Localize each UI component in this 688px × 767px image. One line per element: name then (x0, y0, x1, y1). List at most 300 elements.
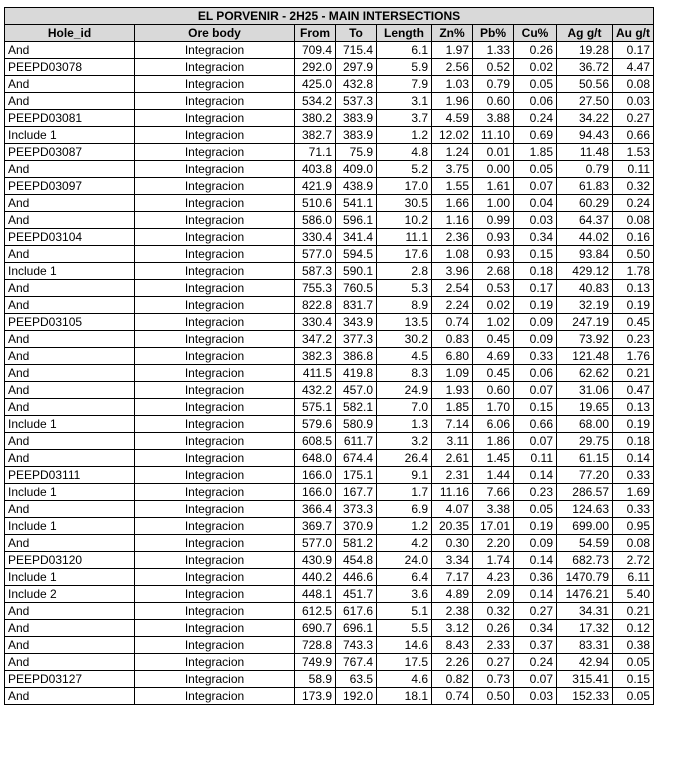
cell-ag: 62.62 (557, 365, 613, 382)
cell-au: 0.23 (613, 331, 654, 348)
cell-cu: 0.66 (514, 416, 557, 433)
cell-from: 608.5 (295, 433, 336, 450)
cell-from: 440.2 (295, 569, 336, 586)
cell-length: 6.9 (377, 501, 432, 518)
cell-from: 71.1 (295, 144, 336, 161)
cell-ore-body: Integracion (135, 688, 295, 705)
cell-au: 0.15 (613, 671, 654, 688)
cell-ore-body: Integracion (135, 42, 295, 59)
table-row (5, 297, 654, 314)
cell-to: 386.8 (336, 348, 377, 365)
cell-to: 175.1 (336, 467, 377, 484)
cell-pb: 1.44 (473, 467, 514, 484)
cell-from: 612.5 (295, 603, 336, 620)
cell-ag: 83.31 (557, 637, 613, 654)
cell-au: 0.18 (613, 433, 654, 450)
cell-length: 1.7 (377, 484, 432, 501)
cell-ag: 93.84 (557, 246, 613, 263)
cell-ag: 429.12 (557, 263, 613, 280)
cell-length: 17.5 (377, 654, 432, 671)
cell-cu: 0.06 (514, 93, 557, 110)
table-row (5, 484, 654, 501)
cell-hole-id: Include 1 (5, 127, 135, 144)
cell-ag: 0.79 (557, 161, 613, 178)
cell-zn: 4.89 (432, 586, 473, 603)
cell-ore-body: Integracion (135, 93, 295, 110)
column-header-ag: Ag g/t (557, 25, 613, 42)
cell-zn: 1.85 (432, 399, 473, 416)
cell-cu: 0.04 (514, 195, 557, 212)
cell-ag: 315.41 (557, 671, 613, 688)
cell-from: 648.0 (295, 450, 336, 467)
cell-to: 580.9 (336, 416, 377, 433)
cell-ore-body: Integracion (135, 263, 295, 280)
cell-au: 0.19 (613, 416, 654, 433)
cell-cu: 0.14 (514, 552, 557, 569)
cell-pb: 0.50 (473, 688, 514, 705)
cell-cu: 0.15 (514, 399, 557, 416)
cell-hole-id: PEEPD03120 (5, 552, 135, 569)
cell-length: 6.1 (377, 42, 432, 59)
cell-ag: 94.43 (557, 127, 613, 144)
cell-from: 292.0 (295, 59, 336, 76)
cell-au: 0.05 (613, 654, 654, 671)
cell-hole-id: And (5, 297, 135, 314)
table-row (5, 229, 654, 246)
cell-pb: 0.53 (473, 280, 514, 297)
cell-hole-id: Include 1 (5, 416, 135, 433)
cell-zn: 1.24 (432, 144, 473, 161)
cell-au: 1.76 (613, 348, 654, 365)
table-row (5, 620, 654, 637)
cell-au: 0.11 (613, 161, 654, 178)
cell-pb: 3.88 (473, 110, 514, 127)
cell-au: 5.40 (613, 586, 654, 603)
cell-length: 4.2 (377, 535, 432, 552)
cell-to: 581.2 (336, 535, 377, 552)
cell-hole-id: PEEPD03081 (5, 110, 135, 127)
cell-ag: 32.19 (557, 297, 613, 314)
cell-zn: 4.59 (432, 110, 473, 127)
cell-ore-body: Integracion (135, 127, 295, 144)
cell-zn: 20.35 (432, 518, 473, 535)
cell-zn: 1.16 (432, 212, 473, 229)
cell-ore-body: Integracion (135, 382, 295, 399)
cell-pb: 2.33 (473, 637, 514, 654)
cell-hole-id: And (5, 501, 135, 518)
cell-to: 192.0 (336, 688, 377, 705)
table-row (5, 127, 654, 144)
cell-length: 24.0 (377, 552, 432, 569)
column-header-ore-body: Ore body (135, 25, 295, 42)
cell-pb: 0.73 (473, 671, 514, 688)
cell-from: 728.8 (295, 637, 336, 654)
cell-ore-body: Integracion (135, 246, 295, 263)
cell-length: 17.0 (377, 178, 432, 195)
cell-length: 11.1 (377, 229, 432, 246)
cell-zn: 2.26 (432, 654, 473, 671)
cell-au: 0.24 (613, 195, 654, 212)
cell-au: 0.08 (613, 76, 654, 93)
table-row (5, 348, 654, 365)
cell-pb: 1.33 (473, 42, 514, 59)
cell-hole-id: Include 2 (5, 586, 135, 603)
cell-ore-body: Integracion (135, 518, 295, 535)
cell-length: 18.1 (377, 688, 432, 705)
cell-ore-body: Integracion (135, 586, 295, 603)
cell-au: 0.16 (613, 229, 654, 246)
cell-cu: 0.06 (514, 365, 557, 382)
cell-zn: 8.43 (432, 637, 473, 654)
cell-au: 2.72 (613, 552, 654, 569)
cell-ore-body: Integracion (135, 297, 295, 314)
cell-ag: 42.94 (557, 654, 613, 671)
cell-to: 438.9 (336, 178, 377, 195)
cell-cu: 0.69 (514, 127, 557, 144)
cell-zn: 4.07 (432, 501, 473, 518)
cell-from: 430.9 (295, 552, 336, 569)
cell-length: 30.5 (377, 195, 432, 212)
cell-cu: 1.85 (514, 144, 557, 161)
cell-ag: 68.00 (557, 416, 613, 433)
cell-au: 1.53 (613, 144, 654, 161)
cell-ag: 11.48 (557, 144, 613, 161)
table-row (5, 263, 654, 280)
cell-from: 577.0 (295, 535, 336, 552)
cell-from: 366.4 (295, 501, 336, 518)
cell-hole-id: And (5, 280, 135, 297)
cell-hole-id: And (5, 246, 135, 263)
cell-length: 1.2 (377, 127, 432, 144)
cell-from: 166.0 (295, 484, 336, 501)
table-row (5, 314, 654, 331)
cell-ore-body: Integracion (135, 671, 295, 688)
cell-from: 382.7 (295, 127, 336, 144)
cell-au: 0.05 (613, 688, 654, 705)
cell-cu: 0.18 (514, 263, 557, 280)
cell-ag: 31.06 (557, 382, 613, 399)
table-row (5, 280, 654, 297)
cell-to: 383.9 (336, 110, 377, 127)
cell-hole-id: And (5, 535, 135, 552)
cell-au: 0.03 (613, 93, 654, 110)
cell-pb: 0.60 (473, 382, 514, 399)
cell-length: 5.1 (377, 603, 432, 620)
cell-ore-body: Integracion (135, 399, 295, 416)
cell-pb: 2.09 (473, 586, 514, 603)
cell-ag: 152.33 (557, 688, 613, 705)
cell-au: 6.11 (613, 569, 654, 586)
column-header-au: Au g/t (613, 25, 654, 42)
cell-pb: 0.99 (473, 212, 514, 229)
column-header-cu: Cu% (514, 25, 557, 42)
cell-hole-id: PEEPD03097 (5, 178, 135, 195)
cell-from: 749.9 (295, 654, 336, 671)
table-row (5, 535, 654, 552)
cell-ag: 247.19 (557, 314, 613, 331)
cell-ag: 34.31 (557, 603, 613, 620)
cell-pb: 0.02 (473, 297, 514, 314)
cell-hole-id: Include 1 (5, 484, 135, 501)
cell-cu: 0.14 (514, 467, 557, 484)
cell-pb: 0.00 (473, 161, 514, 178)
cell-to: 432.8 (336, 76, 377, 93)
cell-au: 1.69 (613, 484, 654, 501)
cell-hole-id: And (5, 450, 135, 467)
cell-zn: 3.75 (432, 161, 473, 178)
cell-pb: 0.45 (473, 331, 514, 348)
cell-to: 582.1 (336, 399, 377, 416)
cell-length: 2.8 (377, 263, 432, 280)
intersections-table (4, 7, 654, 705)
cell-pb: 0.93 (473, 229, 514, 246)
cell-pb: 1.74 (473, 552, 514, 569)
cell-from: 421.9 (295, 178, 336, 195)
table-row (5, 603, 654, 620)
cell-pb: 2.68 (473, 263, 514, 280)
cell-zn: 11.16 (432, 484, 473, 501)
cell-length: 8.3 (377, 365, 432, 382)
cell-to: 596.1 (336, 212, 377, 229)
cell-zn: 6.80 (432, 348, 473, 365)
table-row (5, 42, 654, 59)
table-row (5, 246, 654, 263)
cell-ag: 54.59 (557, 535, 613, 552)
cell-hole-id: And (5, 620, 135, 637)
cell-ore-body: Integracion (135, 195, 295, 212)
cell-to: 537.3 (336, 93, 377, 110)
cell-cu: 0.34 (514, 620, 557, 637)
cell-hole-id: PEEPD03111 (5, 467, 135, 484)
cell-zn: 1.03 (432, 76, 473, 93)
cell-from: 690.7 (295, 620, 336, 637)
cell-length: 10.2 (377, 212, 432, 229)
cell-to: 341.4 (336, 229, 377, 246)
cell-ag: 29.75 (557, 433, 613, 450)
cell-au: 0.66 (613, 127, 654, 144)
cell-au: 0.33 (613, 467, 654, 484)
cell-ore-body: Integracion (135, 467, 295, 484)
cell-zn: 0.74 (432, 314, 473, 331)
cell-au: 0.21 (613, 603, 654, 620)
cell-ore-body: Integracion (135, 280, 295, 297)
cell-pb: 1.02 (473, 314, 514, 331)
cell-length: 24.9 (377, 382, 432, 399)
column-header-pb: Pb% (473, 25, 514, 42)
cell-pb: 3.38 (473, 501, 514, 518)
cell-to: 831.7 (336, 297, 377, 314)
table-row (5, 195, 654, 212)
cell-ore-body: Integracion (135, 229, 295, 246)
cell-ag: 286.57 (557, 484, 613, 501)
cell-ag: 60.29 (557, 195, 613, 212)
cell-ag: 77.20 (557, 467, 613, 484)
cell-zn: 2.56 (432, 59, 473, 76)
cell-zn: 2.38 (432, 603, 473, 620)
table-title: EL PORVENIR - 2H25 - MAIN INTERSECTIONS (5, 8, 654, 25)
cell-hole-id: And (5, 603, 135, 620)
cell-cu: 0.24 (514, 110, 557, 127)
cell-to: 419.8 (336, 365, 377, 382)
cell-length: 4.5 (377, 348, 432, 365)
cell-to: 674.4 (336, 450, 377, 467)
cell-ore-body: Integracion (135, 110, 295, 127)
cell-cu: 0.07 (514, 382, 557, 399)
cell-from: 58.9 (295, 671, 336, 688)
cell-to: 451.7 (336, 586, 377, 603)
cell-cu: 0.11 (514, 450, 557, 467)
cell-pb: 0.26 (473, 620, 514, 637)
cell-cu: 0.03 (514, 688, 557, 705)
cell-to: 446.6 (336, 569, 377, 586)
table-row (5, 688, 654, 705)
cell-cu: 0.24 (514, 654, 557, 671)
cell-to: 75.9 (336, 144, 377, 161)
cell-ag: 124.63 (557, 501, 613, 518)
cell-length: 5.9 (377, 59, 432, 76)
cell-ore-body: Integracion (135, 365, 295, 382)
cell-hole-id: PEEPD03105 (5, 314, 135, 331)
cell-zn: 3.96 (432, 263, 473, 280)
cell-pb: 4.23 (473, 569, 514, 586)
cell-from: 403.8 (295, 161, 336, 178)
cell-hole-id: And (5, 348, 135, 365)
cell-from: 822.8 (295, 297, 336, 314)
cell-length: 5.5 (377, 620, 432, 637)
cell-hole-id: And (5, 76, 135, 93)
cell-hole-id: And (5, 161, 135, 178)
cell-length: 17.6 (377, 246, 432, 263)
cell-ore-body: Integracion (135, 416, 295, 433)
table-row (5, 450, 654, 467)
cell-cu: 0.14 (514, 586, 557, 603)
cell-cu: 0.05 (514, 76, 557, 93)
cell-ore-body: Integracion (135, 535, 295, 552)
cell-au: 0.47 (613, 382, 654, 399)
cell-length: 1.2 (377, 518, 432, 535)
column-header-from: From (295, 25, 336, 42)
cell-cu: 0.34 (514, 229, 557, 246)
cell-hole-id: And (5, 331, 135, 348)
cell-length: 14.6 (377, 637, 432, 654)
cell-hole-id: Include 1 (5, 263, 135, 280)
cell-from: 173.9 (295, 688, 336, 705)
cell-cu: 0.33 (514, 348, 557, 365)
table-row (5, 212, 654, 229)
cell-zn: 1.96 (432, 93, 473, 110)
table-row (5, 399, 654, 416)
cell-hole-id: And (5, 195, 135, 212)
intersections-table-container (4, 7, 654, 705)
cell-length: 13.5 (377, 314, 432, 331)
cell-pb: 11.10 (473, 127, 514, 144)
cell-ag: 36.72 (557, 59, 613, 76)
cell-zn: 1.08 (432, 246, 473, 263)
cell-to: 696.1 (336, 620, 377, 637)
cell-length: 3.7 (377, 110, 432, 127)
cell-zn: 2.24 (432, 297, 473, 314)
cell-hole-id: Include 1 (5, 569, 135, 586)
cell-pb: 0.79 (473, 76, 514, 93)
cell-length: 1.3 (377, 416, 432, 433)
cell-pb: 0.01 (473, 144, 514, 161)
cell-zn: 0.83 (432, 331, 473, 348)
cell-to: 760.5 (336, 280, 377, 297)
cell-to: 297.9 (336, 59, 377, 76)
cell-ag: 1470.79 (557, 569, 613, 586)
cell-length: 7.9 (377, 76, 432, 93)
cell-from: 380.2 (295, 110, 336, 127)
cell-hole-id: PEEPD03078 (5, 59, 135, 76)
table-row (5, 161, 654, 178)
table-row (5, 518, 654, 535)
cell-cu: 0.09 (514, 535, 557, 552)
cell-ore-body: Integracion (135, 450, 295, 467)
column-header-to: To (336, 25, 377, 42)
cell-zn: 1.97 (432, 42, 473, 59)
table-row (5, 501, 654, 518)
cell-pb: 1.00 (473, 195, 514, 212)
cell-zn: 2.61 (432, 450, 473, 467)
cell-hole-id: Include 1 (5, 518, 135, 535)
cell-length: 7.0 (377, 399, 432, 416)
cell-ore-body: Integracion (135, 212, 295, 229)
cell-ore-body: Integracion (135, 161, 295, 178)
cell-zn: 1.66 (432, 195, 473, 212)
cell-zn: 1.55 (432, 178, 473, 195)
cell-to: 457.0 (336, 382, 377, 399)
header-row (5, 25, 654, 42)
cell-ag: 73.92 (557, 331, 613, 348)
cell-length: 4.8 (377, 144, 432, 161)
cell-ag: 121.48 (557, 348, 613, 365)
cell-to: 63.5 (336, 671, 377, 688)
cell-hole-id: PEEPD03104 (5, 229, 135, 246)
cell-to: 715.4 (336, 42, 377, 59)
cell-cu: 0.15 (514, 246, 557, 263)
cell-ag: 682.73 (557, 552, 613, 569)
cell-ag: 40.83 (557, 280, 613, 297)
cell-au: 0.21 (613, 365, 654, 382)
cell-ag: 64.37 (557, 212, 613, 229)
cell-from: 534.2 (295, 93, 336, 110)
table-row (5, 178, 654, 195)
cell-cu: 0.07 (514, 433, 557, 450)
cell-cu: 0.05 (514, 161, 557, 178)
cell-to: 541.1 (336, 195, 377, 212)
cell-to: 594.5 (336, 246, 377, 263)
table-row (5, 467, 654, 484)
cell-length: 3.6 (377, 586, 432, 603)
cell-from: 369.7 (295, 518, 336, 535)
cell-ore-body: Integracion (135, 59, 295, 76)
cell-au: 0.08 (613, 212, 654, 229)
cell-from: 448.1 (295, 586, 336, 603)
cell-to: 409.0 (336, 161, 377, 178)
cell-au: 0.38 (613, 637, 654, 654)
cell-ag: 27.50 (557, 93, 613, 110)
table-row (5, 586, 654, 603)
cell-hole-id: And (5, 42, 135, 59)
cell-cu: 0.37 (514, 637, 557, 654)
cell-au: 0.13 (613, 280, 654, 297)
cell-au: 0.08 (613, 535, 654, 552)
cell-pb: 17.01 (473, 518, 514, 535)
cell-to: 377.3 (336, 331, 377, 348)
table-row (5, 331, 654, 348)
cell-au: 0.33 (613, 501, 654, 518)
cell-ore-body: Integracion (135, 620, 295, 637)
